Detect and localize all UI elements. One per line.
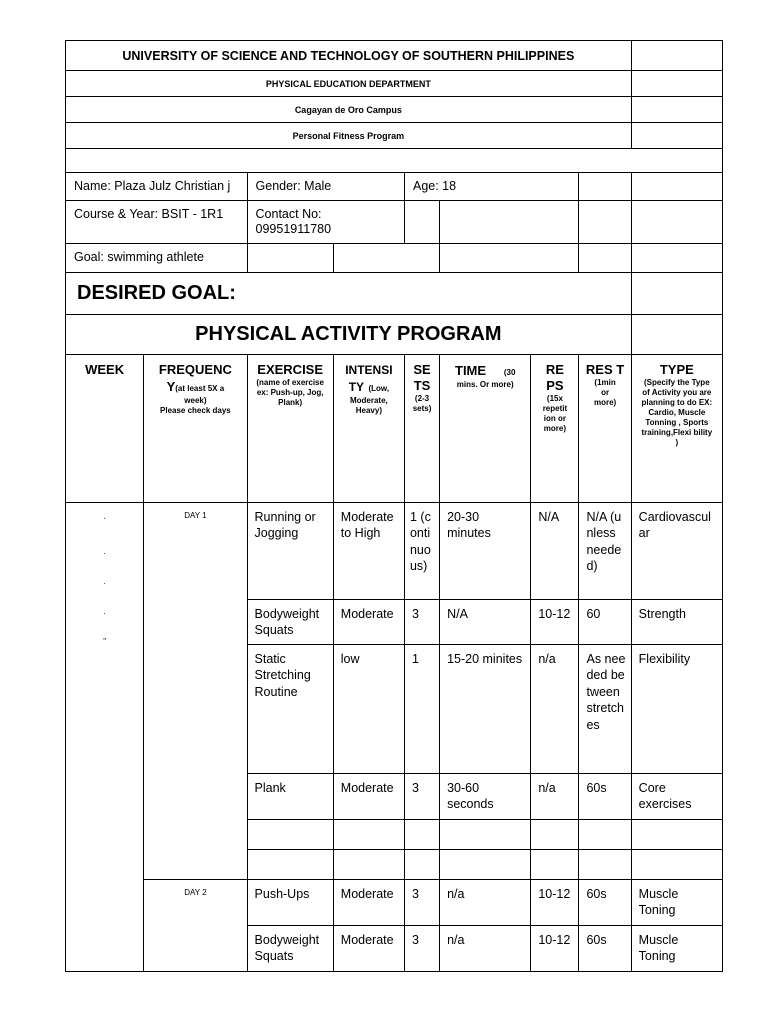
intensity-header-label: INTENSI <box>345 363 393 377</box>
col-intensity-header <box>333 355 404 503</box>
reps-cell <box>531 820 579 850</box>
rest-header-sub: (1min or more) <box>593 378 617 407</box>
empty-cell <box>440 244 579 273</box>
frequency-header-sub: week) <box>184 396 207 405</box>
type-header-label: TYPE <box>659 362 694 377</box>
time-cell: 15-20 minites <box>440 645 531 774</box>
contact-number: 09951911780 <box>255 222 332 236</box>
time-header-inline: (30 <box>503 368 516 377</box>
col-reps-header <box>531 355 579 503</box>
sets-header-sub: (2-3 sets) <box>412 394 432 413</box>
rest-cell: 60 <box>579 600 631 645</box>
exercise-cell: Push-Ups <box>247 880 333 926</box>
time-cell <box>440 850 531 880</box>
empty-cell <box>631 273 722 315</box>
week-mark: " <box>103 637 107 646</box>
type-cell <box>631 820 722 850</box>
exercise-header-sub: (name of exercise ex: Push-up, Jog, Plank) <box>256 378 324 407</box>
frequency-header-inline: (at least 5X a <box>175 384 225 393</box>
program-heading: PHYSICAL ACTIVITY PROGRAM <box>66 315 632 355</box>
header-side-cell <box>631 123 722 149</box>
empty-cell <box>404 201 439 244</box>
sets-cell <box>404 820 439 850</box>
type-cell: Core exercises <box>631 774 722 820</box>
reps-cell: N/A <box>531 503 579 600</box>
col-exercise-header <box>247 355 333 503</box>
age-field: Age: 18 <box>404 173 579 201</box>
program-title: Personal Fitness Program <box>66 123 632 149</box>
rest-cell: 60s <box>579 926 631 972</box>
type-cell: Muscle Toning <box>631 926 722 972</box>
header-side-cell <box>631 97 722 123</box>
university-title: UNIVERSITY OF SCIENCE AND TECHNOLOGY OF SOUTHERN PHILIPPINES <box>66 41 632 71</box>
name-field: Name: Plaza Julz Christian j <box>66 173 248 201</box>
empty-cell <box>631 244 722 273</box>
empty-cell <box>579 173 631 201</box>
time-cell: n/a <box>440 880 531 926</box>
frequency-header-label: FREQUENC <box>158 362 232 377</box>
empty-cell <box>631 201 722 244</box>
time-cell: 30-60 seconds <box>440 774 531 820</box>
reps-header-sub: (15x repetit ion or more) <box>542 394 568 433</box>
time-cell: N/A <box>440 600 531 645</box>
rest-cell <box>579 850 631 880</box>
rest-cell: 60s <box>579 880 631 926</box>
col-type-header <box>631 355 722 503</box>
empty-cell <box>333 244 439 273</box>
spacer-row <box>66 149 723 173</box>
reps-header-label: RE PS <box>545 362 564 393</box>
sets-cell: 3 <box>404 600 439 645</box>
sets-cell: 3 <box>404 774 439 820</box>
sets-cell <box>404 850 439 880</box>
rest-cell: As needed between stretches <box>579 645 631 774</box>
intensity-cell: Moderate <box>333 774 404 820</box>
col-sets-header <box>404 355 439 503</box>
exercise-cell <box>247 820 333 850</box>
fitness-program-table <box>65 40 723 972</box>
empty-cell <box>631 173 722 201</box>
intensity-cell: Moderate <box>333 600 404 645</box>
intensity-cell: low <box>333 645 404 774</box>
col-frequency-header <box>144 355 247 503</box>
type-cell <box>631 850 722 880</box>
intensity-header-sub: Moderate, Heavy) <box>349 396 388 415</box>
frequency-header-sub-2: Please check days <box>160 406 231 415</box>
exercise-cell: Bodyweight Squats <box>247 926 333 972</box>
frequency-header-label-2: Y <box>166 379 176 394</box>
intensity-cell: Moderate to High <box>333 503 404 600</box>
intensity-cell: Moderate <box>333 880 404 926</box>
department-title: PHYSICAL EDUCATION DEPARTMENT <box>66 71 632 97</box>
sets-header-label: SE TS <box>413 362 431 393</box>
type-cell: Strength <box>631 600 722 645</box>
week-mark: . <box>103 547 106 556</box>
week-header-label: WEEK <box>85 362 125 377</box>
type-header-sub: (Specify the Type of Activity you are planning to do EX: Cardio, Muscle Tonning , Sports training,Flexi bility ) <box>641 378 713 447</box>
exercise-cell: Plank <box>247 774 333 820</box>
intensity-header-inline: (Low, <box>368 384 390 393</box>
reps-cell: 10-12 <box>531 600 579 645</box>
time-header-label: TIME <box>455 363 487 378</box>
col-rest-header <box>579 355 631 503</box>
empty-cell <box>247 244 333 273</box>
sets-cell: 3 <box>404 926 439 972</box>
empty-cell <box>631 315 722 355</box>
time-header-sub: mins. Or more) <box>456 380 514 389</box>
goal-field: Goal: swimming athlete <box>66 244 248 273</box>
week-mark: . <box>103 577 106 586</box>
exercise-cell <box>247 850 333 880</box>
intensity-cell: Moderate <box>333 926 404 972</box>
reps-cell: 10-12 <box>531 926 579 972</box>
desired-goal-heading: DESIRED GOAL: <box>66 273 632 315</box>
col-week-header <box>66 355 144 503</box>
rest-cell: N/A (unless needed) <box>579 503 631 600</box>
exercise-cell: Bodyweight Squats <box>247 600 333 645</box>
type-cell: Cardiovascular <box>631 503 722 600</box>
intensity-cell <box>333 820 404 850</box>
header-side-cell <box>631 71 722 97</box>
time-cell: n/a <box>440 926 531 972</box>
reps-cell: n/a <box>531 774 579 820</box>
day-label: DAY 2 <box>144 880 247 972</box>
intensity-cell <box>333 850 404 880</box>
rest-cell: 60s <box>579 774 631 820</box>
reps-cell: n/a <box>531 645 579 774</box>
contact-label: Contact No: <box>255 207 322 221</box>
type-cell: Muscle Toning <box>631 880 722 926</box>
day-label: DAY 1 <box>144 503 247 880</box>
time-cell: 20-30 minutes <box>440 503 531 600</box>
week-cell <box>66 503 144 972</box>
sets-cell: 3 <box>404 880 439 926</box>
reps-cell <box>531 850 579 880</box>
course-field: Course & Year: BSIT - 1R1 <box>66 201 248 244</box>
exercise-cell: Static Stretching Routine <box>247 645 333 774</box>
empty-cell <box>579 244 631 273</box>
week-mark: ` <box>103 517 106 526</box>
type-cell: Flexibility <box>631 645 722 774</box>
reps-cell: 10-12 <box>531 880 579 926</box>
rest-header-label: RES T <box>585 362 625 377</box>
contact-field <box>247 201 404 244</box>
time-cell <box>440 820 531 850</box>
empty-cell <box>579 201 631 244</box>
rest-cell <box>579 820 631 850</box>
col-time-header <box>440 355 531 503</box>
gender-field: Gender: Male <box>247 173 404 201</box>
campus-title: Cagayan de Oro Campus <box>66 97 632 123</box>
sets-cell: 1 <box>404 645 439 774</box>
intensity-header-label-2: TY <box>348 380 365 394</box>
header-side-cell <box>631 41 722 71</box>
exercise-cell: Running or Jogging <box>247 503 333 600</box>
empty-cell <box>440 201 579 244</box>
sets-cell: 1 (continuous) <box>404 503 439 600</box>
week-mark: . <box>103 607 106 616</box>
exercise-header-label: EXERCISE <box>257 362 324 377</box>
